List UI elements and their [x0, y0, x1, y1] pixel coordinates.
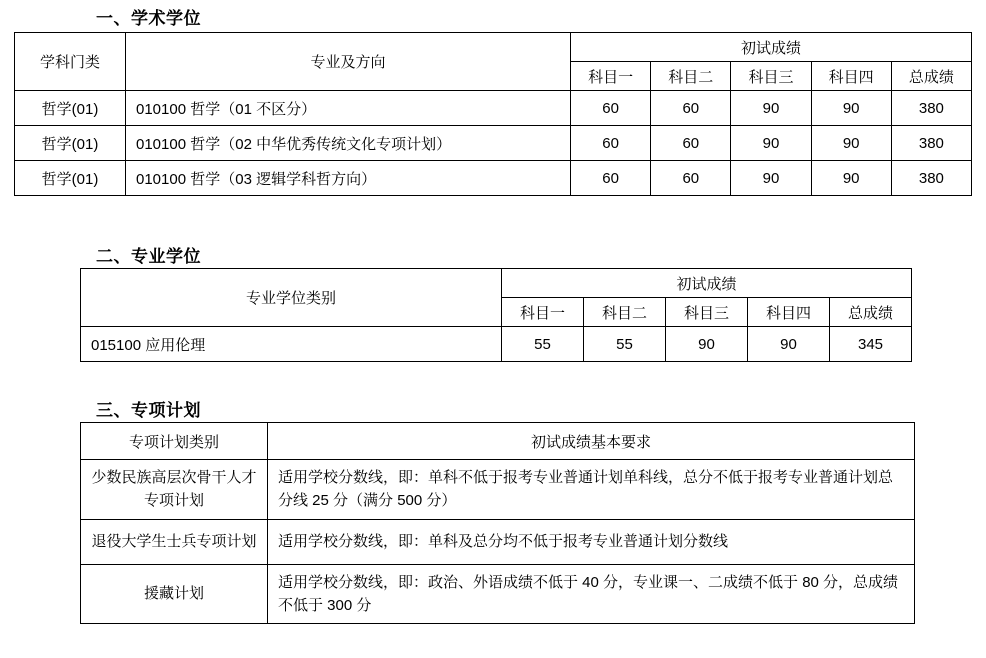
cell-requirement: 适用学校分数线，即：政治、外语成绩不低于 40 分，专业课一、二成绩不低于 80 分，总成绩不低于 300 分	[268, 564, 915, 624]
cell-subject-1: 60	[571, 161, 651, 196]
table-row	[81, 519, 915, 564]
cell-program-type: 退役大学生士兵专项计划	[81, 519, 268, 564]
cell-subject-2: 60	[651, 91, 731, 126]
table-header	[81, 269, 912, 327]
cell-total: 380	[891, 126, 971, 161]
cell-category: 哲学(01)	[15, 161, 126, 196]
table-row	[81, 564, 915, 624]
cell-subject-2: 55	[584, 327, 666, 362]
cell-subject-1: 60	[571, 126, 651, 161]
cell-category: 015100 应用伦理	[81, 327, 502, 362]
header-subject-1: 科目一	[502, 298, 584, 327]
table-header	[81, 423, 915, 460]
header-subject-2: 科目二	[584, 298, 666, 327]
cell-category: 哲学(01)	[15, 91, 126, 126]
cell-subject-2: 60	[651, 126, 731, 161]
cell-subject-4: 90	[748, 327, 830, 362]
professional-degree-table	[80, 268, 912, 362]
header-requirement: 初试成绩基本要求	[268, 423, 915, 460]
table-row	[81, 460, 915, 520]
header-total: 总成绩	[891, 62, 971, 91]
header-total: 总成绩	[830, 298, 912, 327]
table-row	[15, 161, 972, 196]
section-heading-special: 三、专项计划	[96, 401, 201, 420]
cell-program-type: 少数民族高层次骨干人才专项计划	[81, 460, 268, 520]
cell-requirement: 适用学校分数线，即：单科不低于报考专业普通计划单科线，总分不低于报考专业普通计划总分线 25 分（满分 500 分）	[268, 460, 915, 520]
cell-program-type: 援藏计划	[81, 564, 268, 624]
header-score-group: 初试成绩	[502, 269, 912, 298]
header-subject-4: 科目四	[811, 62, 891, 91]
cell-subject-4: 90	[811, 91, 891, 126]
cell-requirement: 适用学校分数线，即：单科及总分均不低于报考专业普通计划分数线	[268, 519, 915, 564]
cell-major: 010100 哲学（02 中华优秀传统文化专项计划）	[126, 126, 571, 161]
cell-subject-4: 90	[811, 126, 891, 161]
header-category: 学科门类	[15, 33, 126, 91]
header-category: 专业学位类别	[81, 269, 502, 327]
cell-subject-3: 90	[666, 327, 748, 362]
academic-degree-table	[14, 32, 972, 196]
cell-total: 380	[891, 91, 971, 126]
table-body	[15, 91, 972, 196]
table-body	[81, 460, 915, 624]
cell-subject-3: 90	[731, 126, 811, 161]
section-heading-professional: 二、专业学位	[96, 247, 201, 266]
table-header-row	[15, 33, 972, 62]
header-subject-1: 科目一	[571, 62, 651, 91]
header-subject-3: 科目三	[666, 298, 748, 327]
cell-major: 010100 哲学（03 逻辑学科哲方向）	[126, 161, 571, 196]
table-body	[81, 327, 912, 362]
table-header	[15, 33, 972, 91]
cell-subject-2: 60	[651, 161, 731, 196]
cell-subject-1: 55	[502, 327, 584, 362]
table-row	[15, 126, 972, 161]
cell-total: 380	[891, 161, 971, 196]
header-score-group: 初试成绩	[571, 33, 972, 62]
cell-total: 345	[830, 327, 912, 362]
special-program-table	[80, 422, 915, 624]
header-subject-2: 科目二	[651, 62, 731, 91]
header-program-type: 专项计划类别	[81, 423, 268, 460]
header-major: 专业及方向	[126, 33, 571, 91]
cell-subject-3: 90	[731, 161, 811, 196]
table-row	[15, 91, 972, 126]
table-header-row	[81, 269, 912, 298]
cell-category: 哲学(01)	[15, 126, 126, 161]
section-heading-academic: 一、学术学位	[96, 9, 201, 28]
cell-subject-1: 60	[571, 91, 651, 126]
table-row	[81, 327, 912, 362]
header-subject-4: 科目四	[748, 298, 830, 327]
header-subject-3: 科目三	[731, 62, 811, 91]
cell-major: 010100 哲学（01 不区分）	[126, 91, 571, 126]
cell-subject-3: 90	[731, 91, 811, 126]
cell-subject-4: 90	[811, 161, 891, 196]
table-header-row	[81, 423, 915, 460]
